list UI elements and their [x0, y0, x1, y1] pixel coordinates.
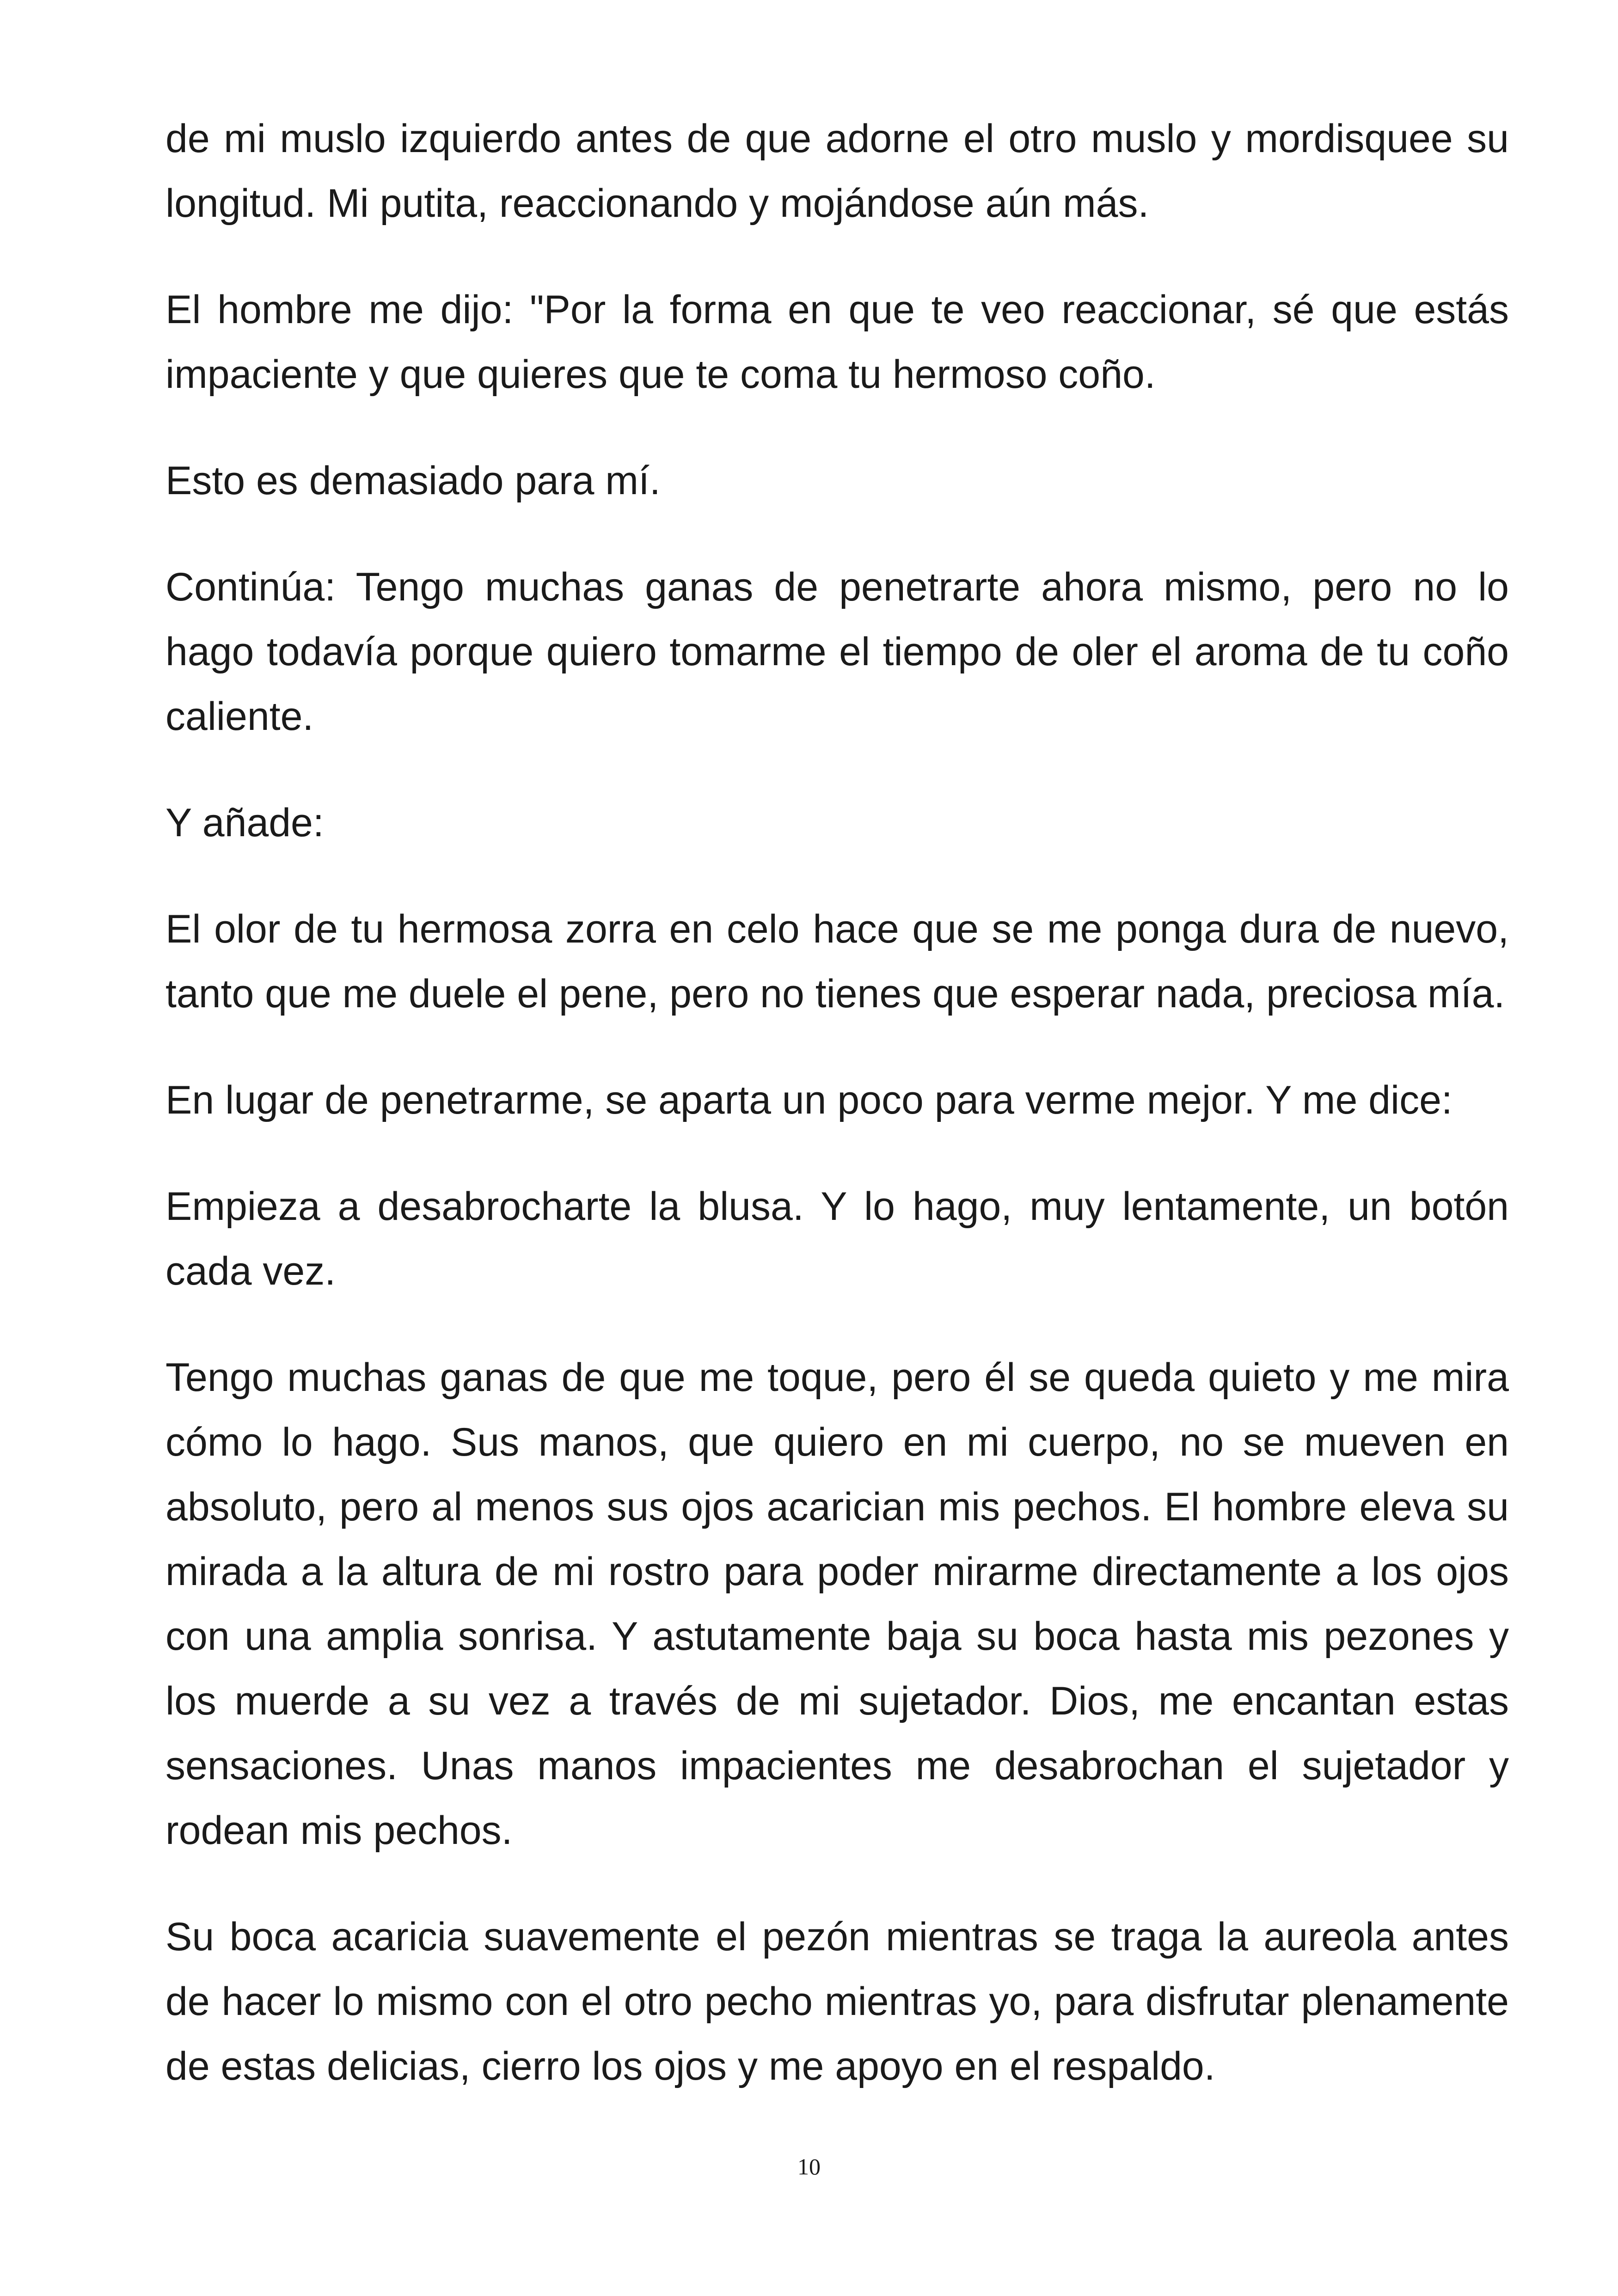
paragraph: Empieza a desabrocharte la blusa. Y lo hago, muy lentamente, un botón cada vez. — [165, 1184, 1509, 1293]
paragraph: Tengo muchas ganas de que me toque, pero él se queda quieto y me mira cómo lo hago. Sus manos, que quiero en mi cuerpo, no se mueven en absoluto, pero al menos sus ojos acarician mis pechos. El hombre eleva su mirada a la altura de mi rostro para poder mirarme directamente a los ojos con una amplia sonrisa. Y astutamente baja su boca hasta mis pezones y los muerde a su vez a través de mi sujetador. Dios, me encantan estas sensaciones. Unas manos impacientes me desabrochan el sujetador y rodean mis pechos. — [165, 1355, 1509, 1853]
paragraph: Su boca acaricia suavemente el pezón mientras se traga la aureola antes de hacer lo mismo con el otro pecho mientras yo, para disfrutar plenamente de estas delicias, cierro los ojos y me apoyo en el respaldo. — [165, 1915, 1509, 2088]
paragraph: Esto es demasiado para mí. — [165, 459, 661, 503]
paragraph: El hombre me dijo: "Por la forma en que te veo reaccionar, sé que estás impaciente y que quieres que te coma tu hermoso coño. — [165, 288, 1509, 397]
paragraph: En lugar de penetrarme, se aparta un poco para verme mejor. Y me dice: — [165, 1078, 1453, 1122]
body-text — [165, 106, 1509, 2140]
page-number: 10 — [797, 2154, 821, 2180]
paragraph: Y añade: — [165, 801, 324, 845]
paragraph: de mi muslo izquierdo antes de que adorne el otro muslo y mordisquee su longitud. Mi putita, reaccionando y mojándose aún más. — [165, 116, 1509, 226]
paragraph: El olor de tu hermosa zorra en celo hace que se me ponga dura de nuevo, tanto que me duele el pene, pero no tienes que esperar nada, preciosa mía. — [165, 907, 1509, 1016]
paragraph: Continúa: Tengo muchas ganas de penetrarte ahora mismo, pero no lo hago todavía porque quiero tomarme el tiempo de oler el aroma de tu coño caliente. — [165, 565, 1509, 739]
